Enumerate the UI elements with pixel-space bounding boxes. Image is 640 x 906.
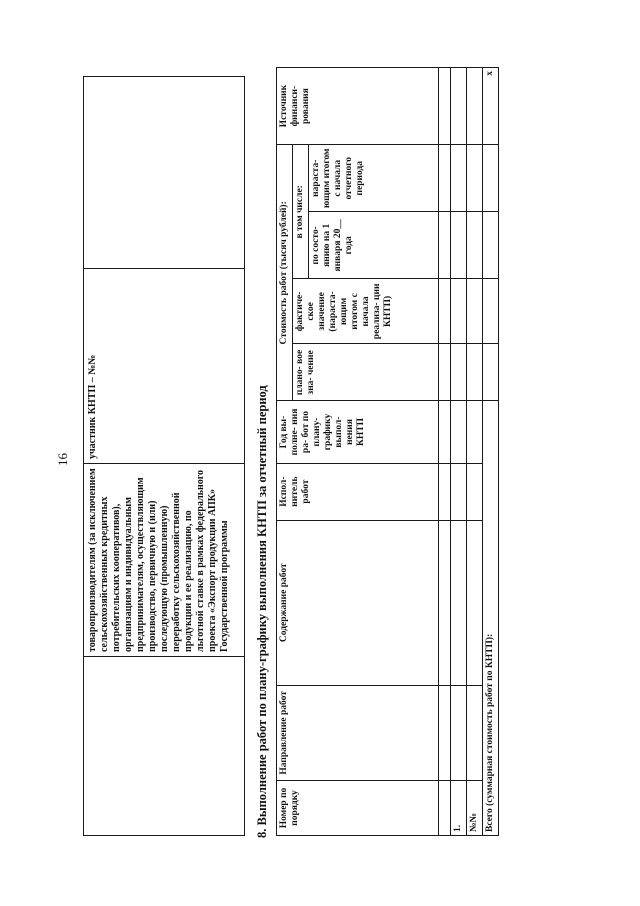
spacer-cell [439, 279, 451, 344]
table-cell [483, 279, 499, 344]
top-table [83, 76, 245, 836]
table-cell [467, 212, 483, 279]
spacer-cell [439, 401, 451, 463]
header-as-of: по состо- янию на 1 января 20__ года [309, 212, 439, 279]
header-direction: Направление работ [277, 685, 439, 780]
table-cell [451, 212, 467, 279]
table-cell [483, 344, 499, 401]
top-table-cell-blank-1 [84, 657, 245, 836]
header-cost-group: Стоимость работ (тысяч рублей): [277, 145, 293, 401]
header-including: в том числе: [293, 145, 309, 279]
total-mark: x [483, 68, 499, 145]
row-number: №№ [467, 780, 483, 835]
section-title: 8. Выполнение работ по плану-графику выполнения КНТП за отчетный период [255, 385, 269, 838]
table-cell [451, 145, 467, 212]
schedule-table [276, 67, 499, 836]
table-cell [467, 344, 483, 401]
spacer-cell [439, 68, 451, 145]
top-table-cell-blank-2 [84, 77, 245, 269]
page-number: 16 [55, 453, 70, 466]
header-content: Содержание работ [277, 520, 439, 685]
table-row [467, 68, 483, 836]
table-cell [451, 279, 467, 344]
table-cell [467, 279, 483, 344]
table-cell [483, 212, 499, 279]
table-cell [451, 401, 467, 463]
table-cell [467, 401, 483, 463]
spacer-cell [439, 145, 451, 212]
header-executor: Испол- нитель работ [277, 463, 439, 520]
header-cumulative: нараста- ющим итогом с начала отчетного периода [309, 145, 439, 212]
table-cell [467, 463, 483, 520]
table-cell [483, 145, 499, 212]
table-cell [451, 463, 467, 520]
header-number: Номер по порядку [277, 780, 439, 835]
spacer-cell [439, 780, 451, 835]
header-year: Год вы- полне- ния ра- бот по плану- графику выпол- нения КНТП [277, 401, 439, 463]
total-label: Всего (суммарная стоимость работ по КНТП): [483, 401, 499, 836]
table-cell [451, 520, 467, 685]
header-source: Источник финанси- рования [277, 68, 439, 145]
spacer-cell [439, 685, 451, 780]
table-cell [451, 68, 467, 145]
spacer-cell [439, 212, 451, 279]
spacer-cell [439, 463, 451, 520]
row-number: 1. [451, 780, 467, 835]
spacer-cell [439, 344, 451, 401]
total-row [483, 68, 499, 836]
top-table-description: товаропроизводителям (за исключением сельскохозяйственных кредитных потребительских кооперативов), организациям и индивидуальным предпринимателям, осуществляющим производство, первичную и (или) последующую (промышленную) переработку сельскохозяйственной продукции и ее реализацию, по льготной ставке в рамках федерального проекта «Экспорт продукции АПК» Государственной программы [84, 464, 245, 657]
header-spacer-row [439, 68, 451, 836]
header-actual: фактиче- ское значение (нараста- ющим итогом с начала реализа- ции КНТП) [293, 279, 439, 344]
table-cell [451, 344, 467, 401]
table-cell [451, 685, 467, 780]
table-row [451, 68, 467, 836]
table-cell [467, 68, 483, 145]
spacer-cell [439, 520, 451, 685]
header-planned: плано- вое зна- чение [293, 344, 439, 401]
top-table-participant: участник КНТП – №№ [84, 269, 245, 464]
table-cell [467, 685, 483, 780]
table-cell [467, 145, 483, 212]
table-cell [467, 520, 483, 685]
